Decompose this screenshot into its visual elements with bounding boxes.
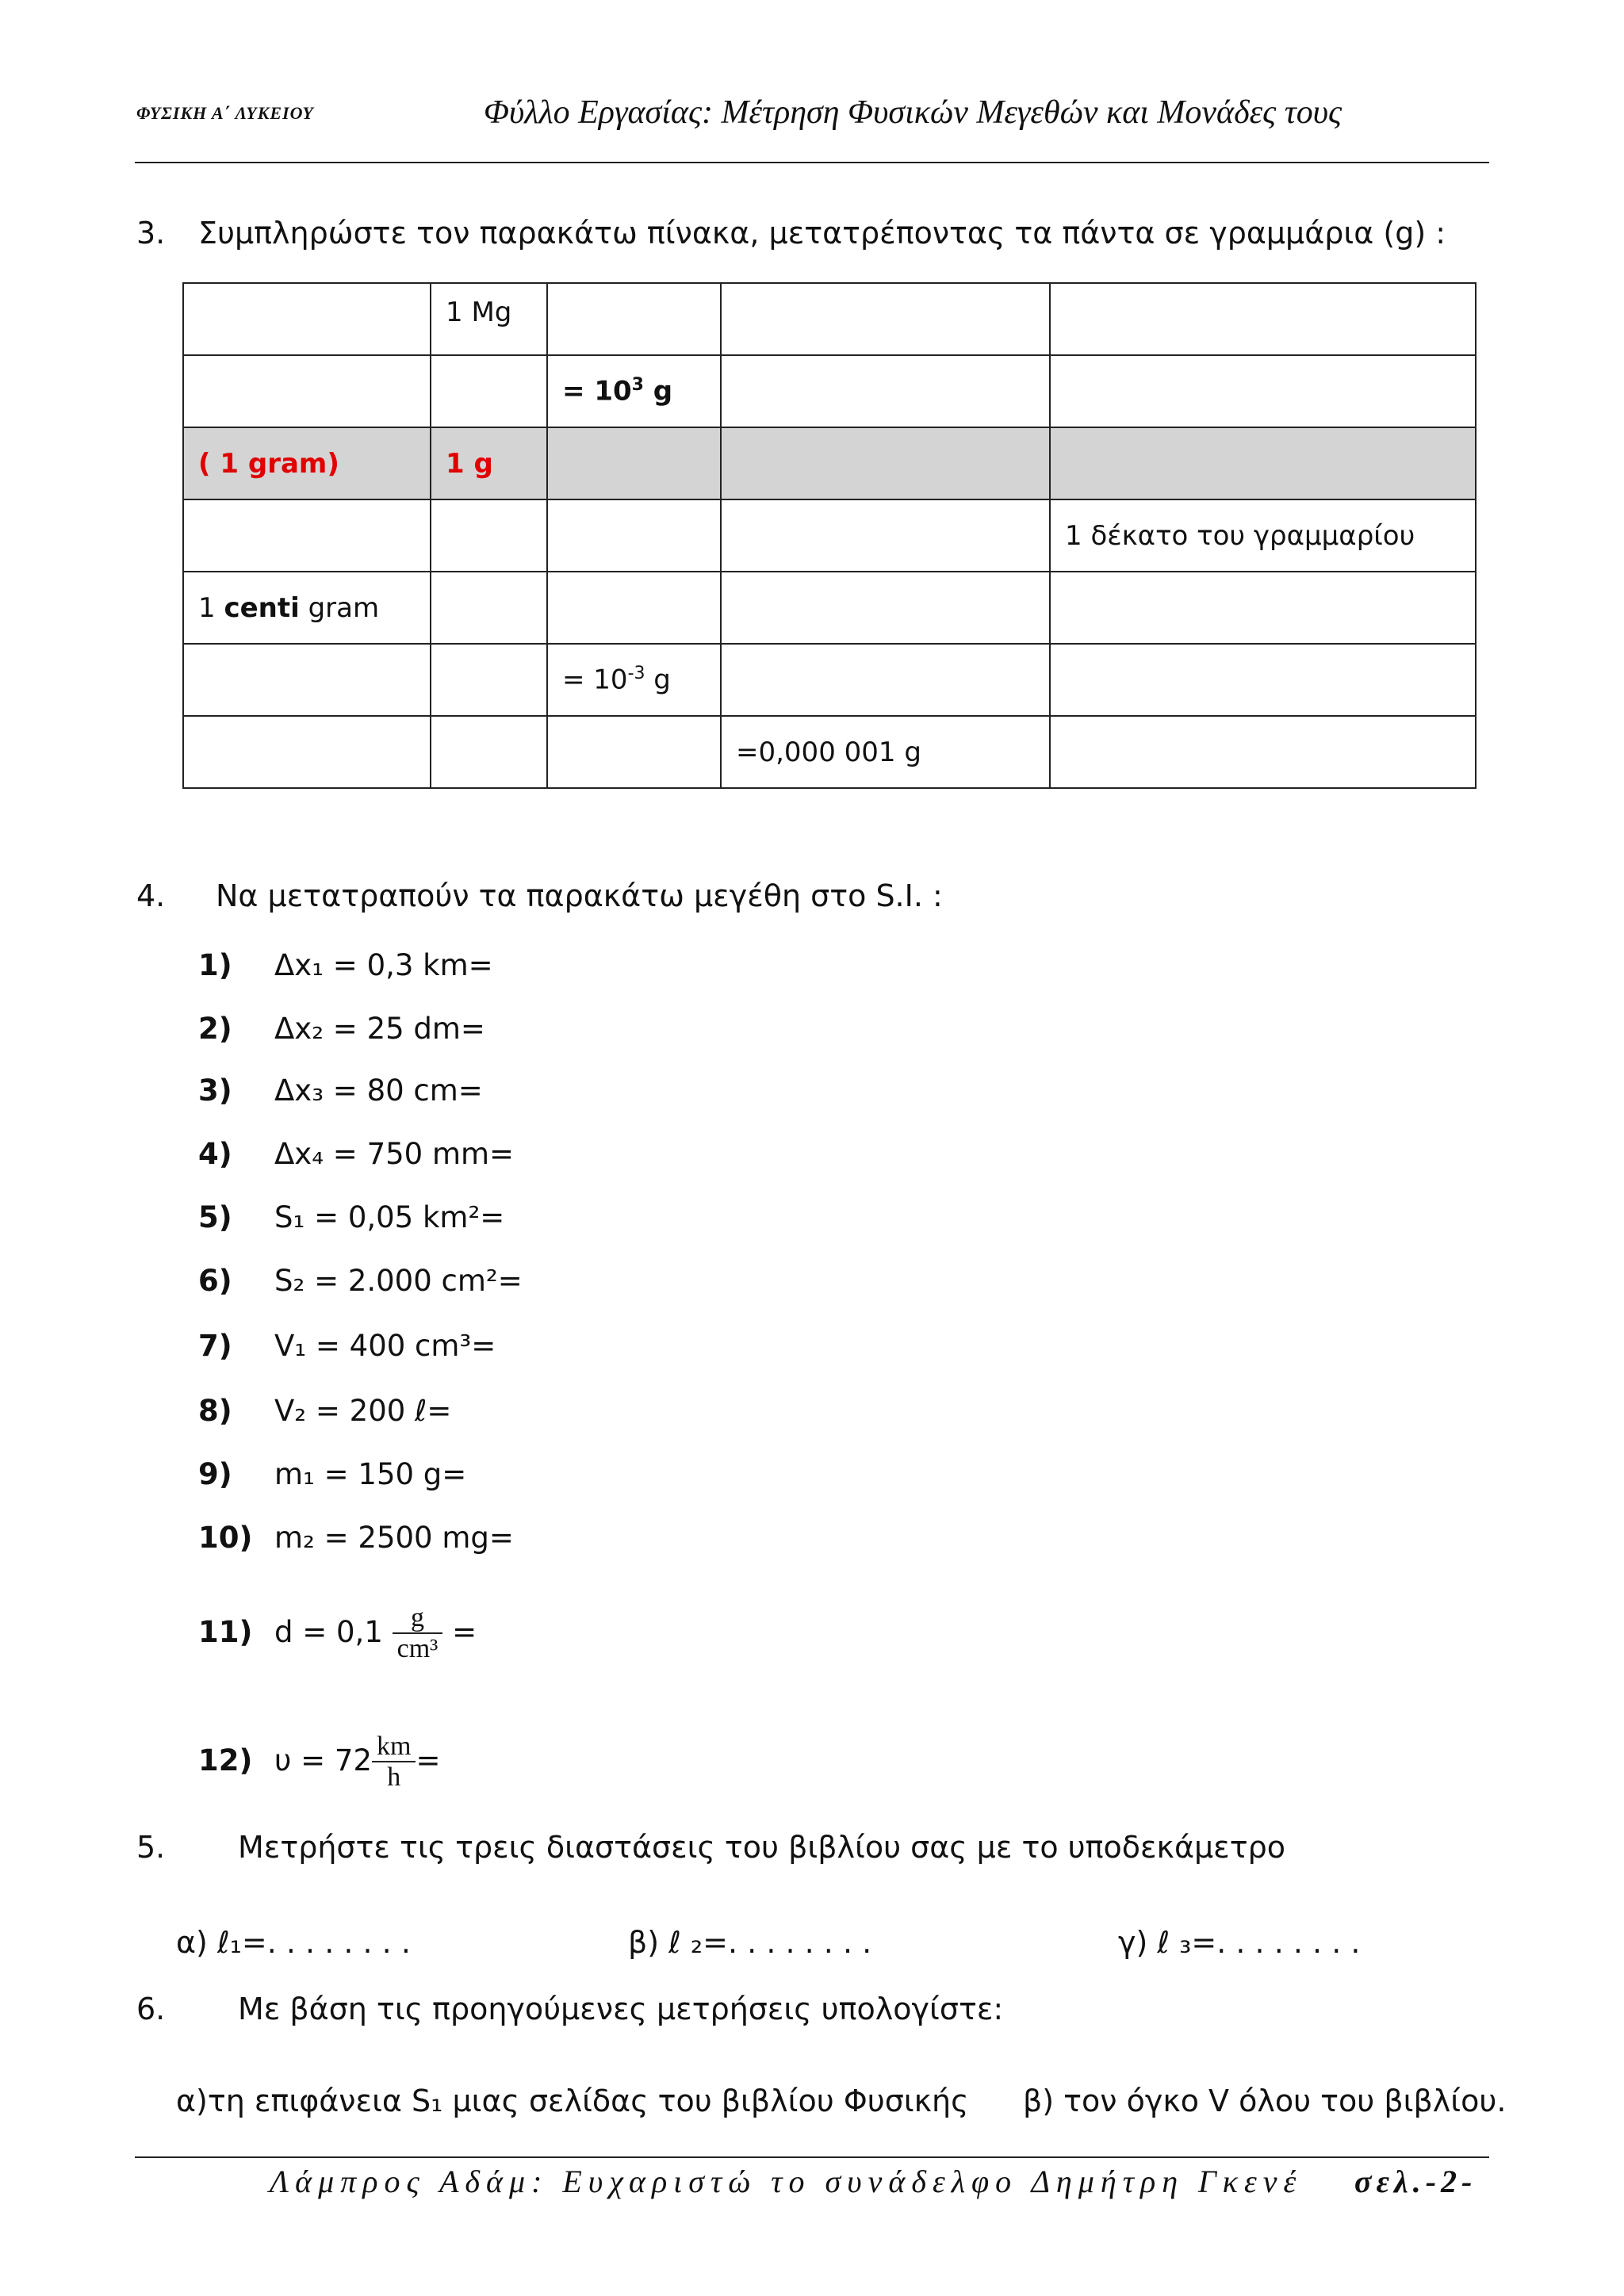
table-row xyxy=(183,355,1476,427)
cell-gram-symbol: 1 g xyxy=(431,427,547,499)
list-item-density: 11) d = 0,1 $\frac{g}{\text{cm³}}$ = xyxy=(198,1603,477,1664)
list-item: 5) S₁ = 0,05 km²= xyxy=(198,1200,505,1234)
cell-megagram: 1 Mg xyxy=(431,283,547,355)
cell-micro-value: =0,000 001 g xyxy=(721,716,1050,788)
table-row xyxy=(183,499,1476,572)
cell-milli-value: = $10^{-3}$ g xyxy=(547,644,721,716)
conversion-table xyxy=(182,282,1477,789)
table-row xyxy=(183,572,1476,644)
q4-text: Να μετατραπούν τα παρακάτω μεγέθη στο S.I. : xyxy=(216,878,943,913)
list-item-velocity: 12) υ = 72 $\frac{km}{h}$ = xyxy=(198,1732,441,1793)
list-item: 7) V₁ = 400 cm³= xyxy=(198,1329,496,1363)
q5-text: Μετρήστε τις τρεις διαστάσεις του βιβλίου σας με το υποδεκάμετρο xyxy=(238,1830,1285,1865)
q6-number: 6. xyxy=(136,1992,166,2026)
q5-number: 5. xyxy=(136,1830,166,1865)
q3-number: 3. xyxy=(136,216,166,251)
cell-centigram: 1 centi gram xyxy=(183,572,431,644)
q5-length-1: α) ℓ₁=. . . . . . . . xyxy=(176,1925,411,1960)
q6-part-a: α)τη επιφάνεια S₁ μιας σελίδας του βιβλίου Φυσικής xyxy=(176,2084,969,2118)
list-item: 1) Δx₁ = 0,3 km= xyxy=(198,948,493,982)
q6-part-b: β) τον όγκο V όλου του βιβλίου. xyxy=(1023,2084,1507,2118)
list-item: 4) Δx₄ = 750 mm= xyxy=(198,1137,515,1171)
list-item: 8) V₂ = 200 ℓ= xyxy=(198,1394,452,1428)
footer-rule xyxy=(135,2156,1489,2158)
header-rule xyxy=(135,162,1489,163)
list-item: 3) Δx₃ = 80 cm= xyxy=(198,1073,483,1108)
cell-kilo-value: = $10^3$ g xyxy=(547,355,721,427)
footer-text: Λάμπρος Αδάμ: Ευχαριστώ το συνάδελφο Δημήτρη Γκενέ xyxy=(270,2164,1303,2199)
header-title: Φύλλο Εργασίας: Μέτρηση Φυσικών Μεγεθών και Μονάδες τους xyxy=(484,94,1342,131)
list-item: 2) Δx₂ = 25 dm= xyxy=(198,1012,485,1046)
page-number: σελ.-2- xyxy=(1354,2164,1477,2199)
header-subject: ΦΥΣΙΚΗ Α΄ ΛΥΚΕΙΟΥ xyxy=(136,103,314,123)
table-row-highlight xyxy=(183,427,1476,499)
q5-length-2: β) ℓ ₂=. . . . . . . . xyxy=(628,1925,872,1960)
list-item: 6) S₂ = 2.000 cm²= xyxy=(198,1264,523,1298)
q6-text: Με βάση τις προηγούμενες μετρήσεις υπολογίστε: xyxy=(238,1992,1004,2026)
table-row xyxy=(183,283,1476,355)
list-item: 10) m₂ = 2500 mg= xyxy=(198,1521,514,1555)
list-item: 9) m₁ = 150 g= xyxy=(198,1457,467,1491)
q3-text: Συμπληρώστε τον παρακάτω πίνακα, μετατρέποντας τα πάντα σε γραμμάρια (g) : xyxy=(198,216,1446,251)
cell-gram-name: ( 1 gram) xyxy=(183,427,431,499)
table-row xyxy=(183,644,1476,716)
table-row xyxy=(183,716,1476,788)
fraction: $\frac{km}{h}$ xyxy=(372,1732,416,1793)
cell-decigram-desc: 1 δέκατο του γραμμαρίου xyxy=(1050,499,1476,572)
q5-length-3: γ) ℓ ₃=. . . . . . . . xyxy=(1118,1925,1361,1960)
fraction: $\frac{g}{\text{cm³}}$ xyxy=(393,1603,443,1664)
q4-number: 4. xyxy=(136,878,166,913)
